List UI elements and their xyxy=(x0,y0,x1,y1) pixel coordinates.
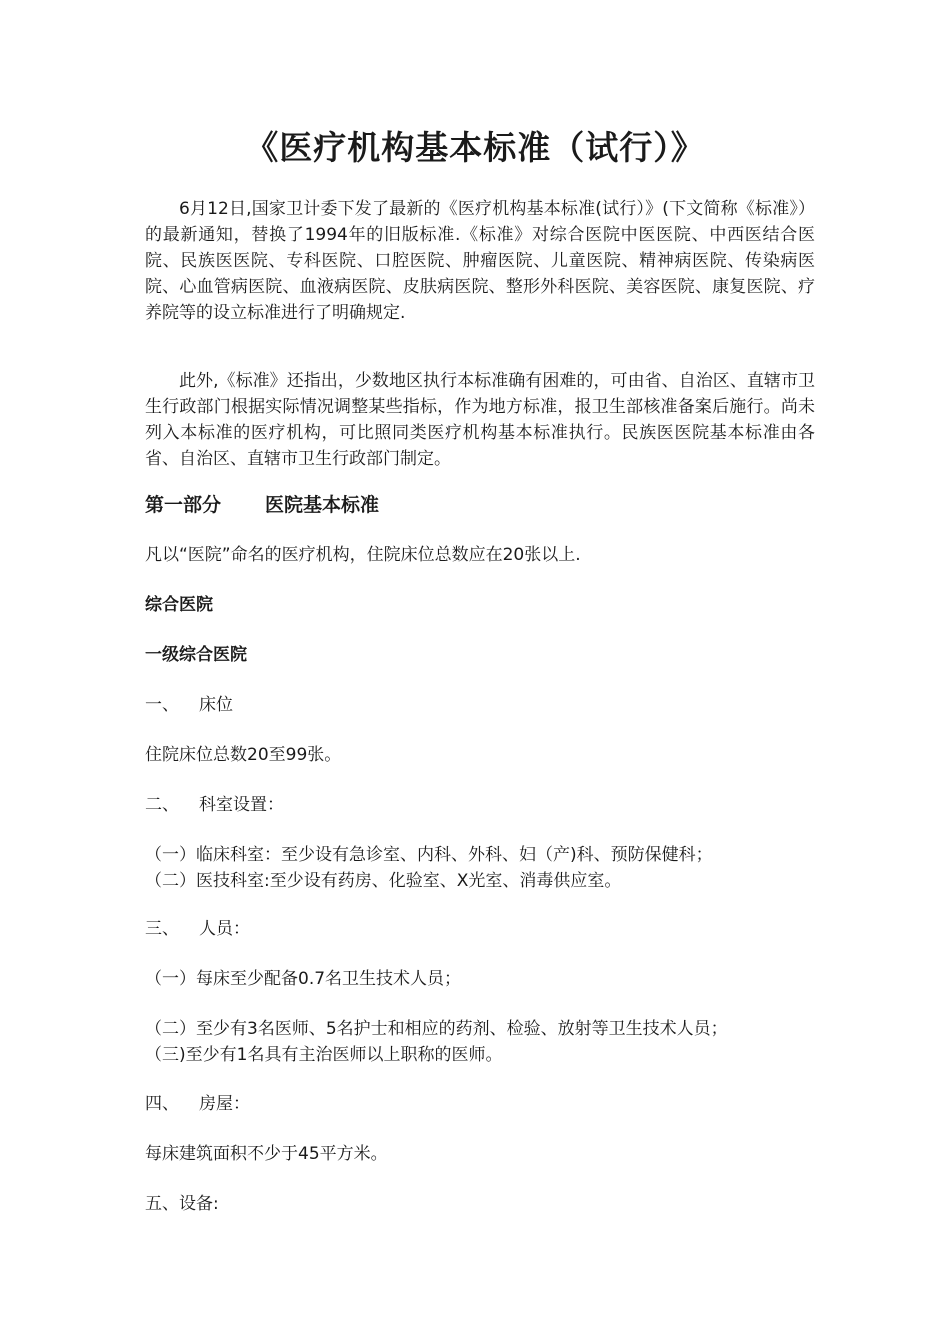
technical-departments: （二）医技科室:至少设有药房、化验室、X光室、消毒供应室。 xyxy=(145,871,622,891)
housing-text: 每床建筑面积不少于45平方米。 xyxy=(145,1144,388,1164)
beds-heading xyxy=(145,692,825,718)
second-paragraph: 此外,《标准》还指出，少数地区执行本标准确有困难的，可由省、自治区、直辖市卫生行政部门根据实际情况调整某些指标，作为地方标准，报卫生部核准备案后施行。尚未列入本标准的医疗机构，可比照同类医疗机构基本标准执行。民族医医院基本标准由各省、自治区、直辖市卫生行政部门制定。 xyxy=(145,371,815,469)
level-heading: 一级综合医院 xyxy=(145,645,247,665)
document-title: 《医疗机构基本标准（试行）》 xyxy=(245,128,705,167)
departments-title: 科室设置： xyxy=(199,795,284,815)
departments-heading xyxy=(145,792,825,818)
staff-item-3: （三)至少有1名具有主治医师以上职称的医师。 xyxy=(145,1045,503,1065)
staff-title: 人员： xyxy=(199,919,250,939)
clinical-departments: （一）临床科室：至少设有急诊室、内科、外科、妇（产)科、预防保健科； xyxy=(145,845,713,865)
intro-paragraph: 6月12日,国家卫计委下发了最新的《医疗机构基本标准(试行）》(下文简称《标准》）的最新通知，替换了1994年的旧版标准.《标准》对综合医院中医医院、中西医结合医院、民族医医院、专科医院、口腔医院、肿瘤医院、儿童医院、精神病医院、传染病医院、心血管病医院、血液病医院、皮肤病医院、整形外科医院、美容医院、康复医院、疗养院等的设立标准进行了明确规定. xyxy=(145,199,815,323)
part-heading xyxy=(145,492,825,518)
beds-text: 住院床位总数20至99张。 xyxy=(145,745,342,765)
beds-number: 一、 xyxy=(145,695,179,715)
housing-number: 四、 xyxy=(145,1094,179,1114)
staff-number: 三、 xyxy=(145,919,179,939)
departments-number: 二、 xyxy=(145,795,179,815)
equipment-heading: 五、设备: xyxy=(145,1194,219,1214)
staff-heading xyxy=(145,916,825,942)
part-label: 第一部分 xyxy=(145,494,222,516)
beds-title: 床位 xyxy=(199,695,233,715)
general-rule: 凡以“医院”命名的医疗机构，住院床位总数应在20张以上. xyxy=(145,545,581,565)
housing-heading xyxy=(145,1091,825,1117)
staff-item-1: （一）每床至少配备0.7名卫生技术人员； xyxy=(145,969,462,989)
category-heading: 综合医院 xyxy=(145,595,213,615)
staff-item-2: （二）至少有3名医师、5名护士和相应的药剂、检验、放射等卫生技术人员； xyxy=(145,1019,728,1039)
part-title: 医院基本标准 xyxy=(265,494,380,516)
housing-title: 房屋： xyxy=(199,1094,250,1114)
